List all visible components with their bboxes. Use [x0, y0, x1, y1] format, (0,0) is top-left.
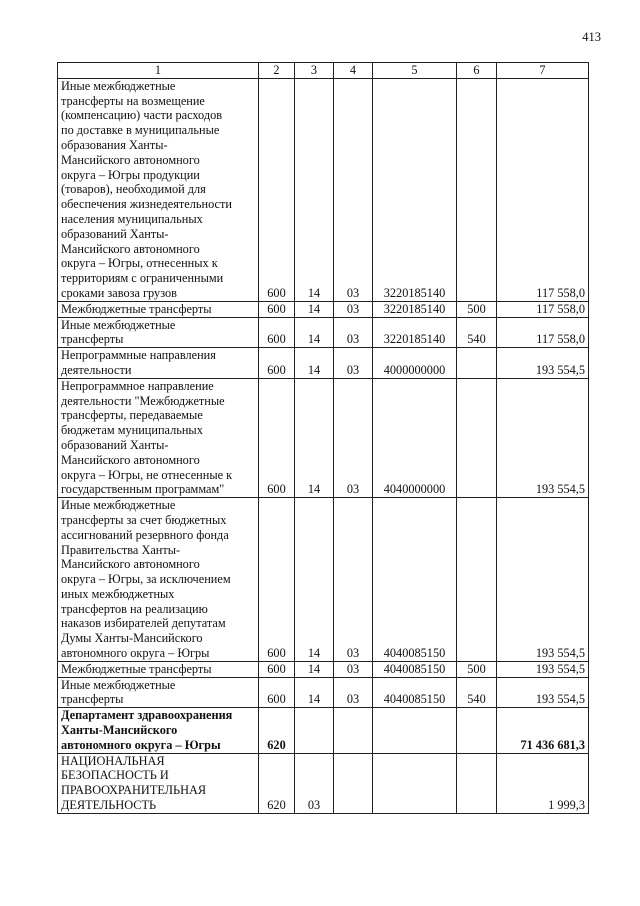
- cell-amount: 193 554,5: [497, 378, 589, 497]
- cell-amount: 193 554,5: [497, 498, 589, 662]
- cell-amount: 193 554,5: [497, 677, 589, 708]
- cell-name: Иные межбюджетные трансферты: [58, 317, 259, 348]
- table-row: [58, 378, 589, 497]
- cell-target: 4040000000: [373, 378, 457, 497]
- table-row: [58, 753, 589, 813]
- cell-target: 4000000000: [373, 348, 457, 379]
- cell-subsection: [334, 708, 373, 753]
- cell-subsection: 03: [334, 317, 373, 348]
- table-row: [58, 317, 589, 348]
- cell-ministry: 600: [259, 677, 295, 708]
- table-row: [58, 677, 589, 708]
- table-row: [58, 661, 589, 677]
- cell-name: Непрограммное направление деятельности "Межбюджетные трансферты, передаваемые бюджетам муниципальных образований Ханты- Мансийского автономного округа – Югры, не отнесенные к государственным программам": [58, 378, 259, 497]
- cell-section: 14: [295, 661, 334, 677]
- cell-target: 3220185140: [373, 317, 457, 348]
- cell-amount: 71 436 681,3: [497, 708, 589, 753]
- cell-amount: 1 999,3: [497, 753, 589, 813]
- cell-name: Межбюджетные трансферты: [58, 661, 259, 677]
- cell-target: [373, 708, 457, 753]
- cell-name: Непрограммные направления деятельности: [58, 348, 259, 379]
- header-cell-ministry: 2: [259, 63, 295, 79]
- header-row: [58, 63, 589, 79]
- cell-subsection: 03: [334, 78, 373, 301]
- cell-section: 14: [295, 677, 334, 708]
- cell-expense: [457, 753, 497, 813]
- cell-section: 14: [295, 78, 334, 301]
- cell-name: Иные межбюджетные трансферты: [58, 677, 259, 708]
- header-cell-subsection: 4: [334, 63, 373, 79]
- cell-section: 14: [295, 498, 334, 662]
- cell-ministry: 600: [259, 498, 295, 662]
- cell-target: 4040085150: [373, 677, 457, 708]
- cell-target: 3220185140: [373, 78, 457, 301]
- cell-section: 14: [295, 301, 334, 317]
- cell-name: Иные межбюджетные трансферты на возмещение (компенсацию) части расходов по доставке в муниципальные образования Ханты- Мансийского автономного округа – Югры продукции (товаров), необходимой для обеспечения жизнедеятельности населения муниципальных образований Ханты- Мансийского автономного округа – Югры, отнесенных к территориям с ограниченными сроками завоза грузов: [58, 78, 259, 301]
- cell-amount: 193 554,5: [497, 348, 589, 379]
- cell-ministry: 600: [259, 78, 295, 301]
- cell-expense: [457, 708, 497, 753]
- cell-target: 4040085150: [373, 661, 457, 677]
- cell-section: [295, 708, 334, 753]
- cell-subsection: [334, 753, 373, 813]
- budget-table: [57, 62, 589, 814]
- cell-name: Департамент здравоохранения Ханты-Мансийского автономного округа – Югры: [58, 708, 259, 753]
- cell-ministry: 600: [259, 301, 295, 317]
- cell-expense: 540: [457, 677, 497, 708]
- cell-ministry: 600: [259, 348, 295, 379]
- cell-target: [373, 753, 457, 813]
- header-cell-target: 5: [373, 63, 457, 79]
- cell-section: 14: [295, 317, 334, 348]
- cell-amount: 117 558,0: [497, 78, 589, 301]
- cell-ministry: 620: [259, 753, 295, 813]
- page-number: 413: [582, 30, 601, 44]
- cell-amount: 117 558,0: [497, 301, 589, 317]
- cell-ministry: 600: [259, 378, 295, 497]
- cell-expense: 500: [457, 301, 497, 317]
- cell-target: 3220185140: [373, 301, 457, 317]
- cell-subsection: 03: [334, 348, 373, 379]
- header-cell-amount: 7: [497, 63, 589, 79]
- cell-expense: [457, 498, 497, 662]
- cell-section: 03: [295, 753, 334, 813]
- cell-subsection: 03: [334, 661, 373, 677]
- cell-subsection: 03: [334, 677, 373, 708]
- cell-subsection: 03: [334, 498, 373, 662]
- cell-expense: [457, 78, 497, 301]
- header-cell-section: 3: [295, 63, 334, 79]
- table-row: [58, 498, 589, 662]
- cell-ministry: 620: [259, 708, 295, 753]
- cell-name: Межбюджетные трансферты: [58, 301, 259, 317]
- table-row: [58, 78, 589, 301]
- cell-expense: 500: [457, 661, 497, 677]
- cell-expense: 540: [457, 317, 497, 348]
- cell-subsection: 03: [334, 378, 373, 497]
- table-row: [58, 708, 589, 753]
- cell-name: Иные межбюджетные трансферты за счет бюджетных ассигнований резервного фонда Правительства Ханты- Мансийского автономного округа – Югры, за исключением иных межбюджетных трансфертов на реализацию наказов избирателей депутатам Думы Ханты-Мансийского автономного округа – Югры: [58, 498, 259, 662]
- header-cell-expense: 6: [457, 63, 497, 79]
- cell-ministry: 600: [259, 661, 295, 677]
- cell-expense: [457, 348, 497, 379]
- cell-amount: 193 554,5: [497, 661, 589, 677]
- cell-name: НАЦИОНАЛЬНАЯ БЕЗОПАСНОСТЬ И ПРАВООХРАНИТЕЛЬНАЯ ДЕЯТЕЛЬНОСТЬ: [58, 753, 259, 813]
- table-row: [58, 301, 589, 317]
- cell-section: 14: [295, 348, 334, 379]
- cell-section: 14: [295, 378, 334, 497]
- cell-ministry: 600: [259, 317, 295, 348]
- header-cell-name: 1: [58, 63, 259, 79]
- cell-amount: 117 558,0: [497, 317, 589, 348]
- cell-target: 4040085150: [373, 498, 457, 662]
- cell-expense: [457, 378, 497, 497]
- table-row: [58, 348, 589, 379]
- cell-subsection: 03: [334, 301, 373, 317]
